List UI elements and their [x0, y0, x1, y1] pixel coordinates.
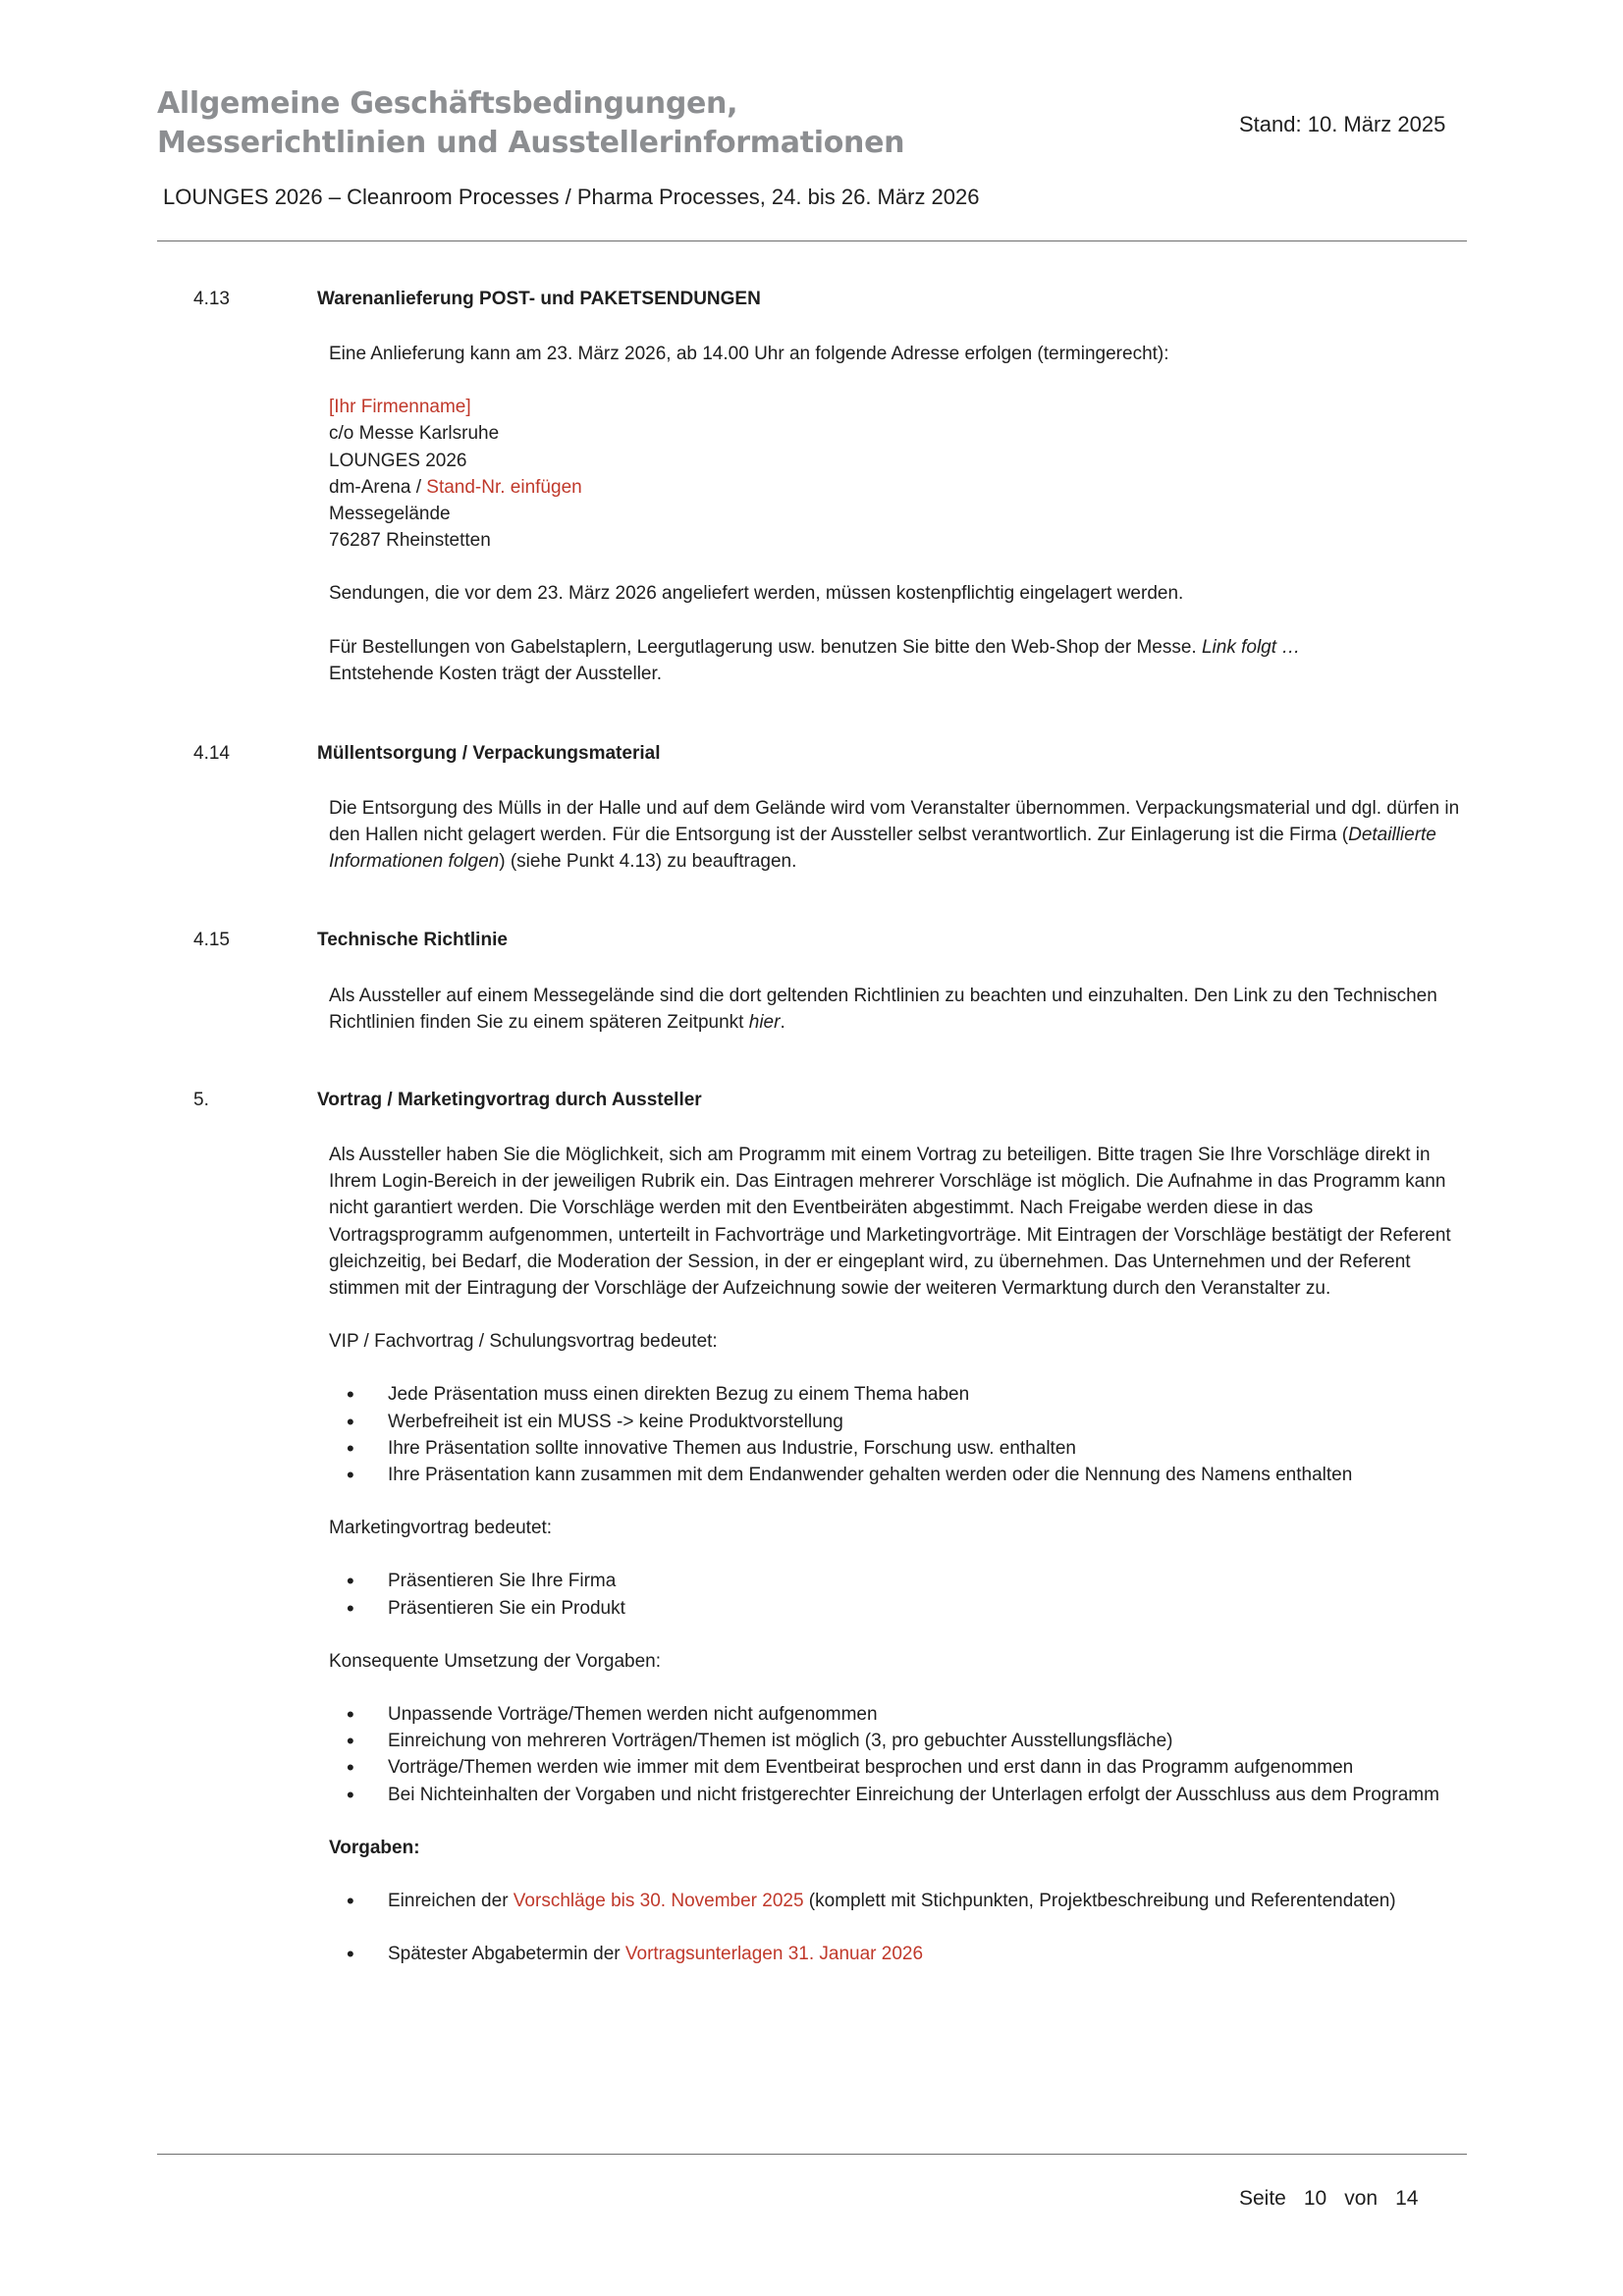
deadline-2-date: Vortragsunterlagen 31. Januar 2026 — [624, 1944, 924, 1965]
section-body-4-13 — [329, 341, 1468, 687]
waste-text-b: ) (siehe Punkt 4.13) zu beauftragen. — [499, 851, 797, 873]
marketing-heading: Marketingvortrag bedeutet: — [329, 1518, 553, 1539]
address-stand-placeholder: Stand-Nr. einfügen — [426, 476, 582, 498]
deadline-item-proposals — [329, 1888, 1468, 1914]
cost-note: Entstehende Kosten trägt der Aussteller. — [329, 663, 663, 684]
vip-heading: VIP / Fachvortrag / Schulungsvortrag bedeutet: — [329, 1331, 718, 1353]
webshop-link[interactable]: Link folgt … — [1201, 636, 1301, 658]
list-item: • Ihre Präsentation kann zusammen mit dem Endanwender gehalten werden oder die Nennung des Namens enthalten — [329, 1462, 1468, 1488]
deadline-1-date: Vorschläge bis 30. November 2025 — [513, 1891, 804, 1912]
deadline-list — [329, 1888, 1468, 1967]
address-area: Messegelände — [329, 504, 451, 525]
section-title-4-14: Müllentsorgung / Verpackungsmaterial — [317, 743, 661, 764]
list-item: • Einreichung von mehreren Vorträgen/Themen ist möglich (3, pro gebuchter Ausstellungsfläche) — [329, 1728, 1468, 1754]
waste-text-a: Die Entsorgung des Mülls in der Halle und auf dem Gelände wird vom Veranstalter übernommen. Verpackungsmaterial und dgl. dürfen in den Hallen nicht gelagert werden. Für die Entsorgung ist der Aussteller selbst verantwortlich. Zur Einlagerung ist die Firma ( — [329, 798, 1460, 846]
deadline-1-text-b: (komplett mit Stichpunkten, Projektbeschreibung und Referentendaten) — [803, 1891, 1396, 1912]
address-hall — [329, 474, 1468, 501]
vorgaben-heading: Vorgaben: — [329, 1837, 420, 1858]
storage-note: Sendungen, die vor dem 23. März 2026 angeliefert werden, müssen kostenpflichtig eingelagert werden. — [329, 583, 1184, 605]
section-title-4-15: Technische Richtlinie — [317, 930, 508, 950]
section-title-4-13: Warenanlieferung POST- und PAKETSENDUNGEN — [317, 289, 761, 309]
webshop-note — [329, 634, 1468, 687]
technical-guideline-paragraph — [329, 983, 1468, 1036]
section-number-4-15: 4.15 — [193, 930, 230, 950]
list-item: • Unpassende Vorträge/Themen werden nicht aufgenommen — [329, 1701, 1468, 1728]
waste-paragraph — [329, 795, 1468, 876]
list-item: • Vorträge/Themen werden wie immer mit dem Eventbeirat besprochen und erst dann in das Programm aufgenommen — [329, 1754, 1468, 1781]
vip-list — [329, 1381, 1468, 1488]
section-body-4-14 — [329, 795, 1468, 876]
delivery-intro: Eine Anlieferung kann am 23. März 2026, ab 14.00 Uhr an folgende Adresse erfolgen (termingerecht): — [329, 344, 1169, 364]
header-divider — [157, 240, 1467, 241]
section-number-4-13: 4.13 — [193, 289, 230, 309]
consequent-heading: Konsequente Umsetzung der Vorgaben: — [329, 1650, 662, 1672]
event-subtitle: LOUNGES 2026 – Cleanroom Processes / Pharma Processes, 24. bis 26. März 2026 — [163, 185, 980, 209]
technical-text-b: . — [780, 1012, 785, 1034]
lecture-intro: Als Aussteller haben Sie die Möglichkeit, sich am Programm mit einem Vortrag zu beteiligen. Bitte tragen Sie Ihre Vorschläge direkt in Ihrem Login-Bereich in der jeweiligen Rubrik ein. Das Eintragen mehrerer Vorschläge ist möglich. Die Aufnahme in das Programm kann nicht garantiert werden. Die Vorschläge werden mit den Eventbeiräten abgestimmt. Nach Freigabe werden diese in das Vortragsprogramm aufgenommen, unterteilt in Fachvorträge und Marketingvorträge. Mit Eintragen der Vorschläge bestätigt der Referent gleichzeitig, bei Bedarf, die Moderation der Session, in der er eingeplant wird, zu übernehmen. Das Unternehmen und der Referent stimmen mit der Eintragung der Vorschläge der Aufzeichnung sowie der weiteren Vermarktung durch den Veranstalter zu. — [329, 1145, 1451, 1300]
webshop-note-text: Für Bestellungen von Gabelstaplern, Leergutlagerung usw. benutzen Sie bitte den Web-Shop der Messe. — [329, 636, 1202, 658]
consequent-list — [329, 1701, 1468, 1808]
address-event: LOUNGES 2026 — [329, 450, 467, 471]
marketing-list — [329, 1568, 1468, 1621]
page-of: von — [1344, 2187, 1379, 2210]
document-title-line-1: Allgemeine Geschäftsbedingungen, — [157, 86, 738, 121]
section-number-5: 5. — [193, 1090, 209, 1110]
address-arena: dm-Arena / — [329, 476, 427, 498]
deadline-1-text-a: Einreichen der — [388, 1891, 514, 1912]
document-title — [157, 84, 904, 163]
address-city: 76287 Rheinstetten — [329, 530, 491, 552]
list-item: • Präsentieren Sie ein Produkt — [329, 1595, 1468, 1622]
waste-text-italic: Detaillierte Informationen folgen — [329, 825, 1436, 873]
list-item: • Jede Präsentation muss einen direkten Bezug zu einem Thema haben — [329, 1381, 1468, 1408]
section-body-5 — [329, 1142, 1468, 1967]
address-company-placeholder: [Ihr Firmenname] — [329, 397, 471, 418]
list-item: • Präsentieren Sie Ihre Firma — [329, 1568, 1468, 1594]
technical-guideline-link[interactable]: hier — [748, 1012, 781, 1034]
section-title-5: Vortrag / Marketingvortrag durch Aussteller — [317, 1090, 702, 1110]
section-number-4-14: 4.14 — [193, 743, 230, 764]
deadline-2-text-a: Spätester Abgabetermin der — [388, 1944, 625, 1965]
deadline-item-documents — [329, 1941, 1468, 1967]
list-item: • Werbefreiheit ist ein MUSS -> keine Produktvorstellung — [329, 1409, 1468, 1435]
revision-date: Stand: 10. März 2025 — [1239, 112, 1446, 136]
page-label: Seite — [1239, 2187, 1286, 2210]
section-body-4-15 — [329, 983, 1468, 1036]
list-item: • Ihre Präsentation sollte innovative Themen aus Industrie, Forschung usw. enthalten — [329, 1435, 1468, 1462]
address-care-of: c/o Messe Karlsruhe — [329, 423, 500, 445]
page-number — [1239, 2187, 1435, 2211]
document-title-line-2: Messerichtlinien und Ausstellerinformationen — [157, 126, 905, 160]
technical-text-a: Als Aussteller auf einem Messegelände sind die dort geltenden Richtlinien zu beachten und einzuhalten. Den Link zu den Technischen Richtlinien finden Sie zu einem späteren Zeitpunkt — [329, 986, 1437, 1034]
list-item: • Bei Nichteinhalten der Vorgaben und nicht fristgerechter Einreichung der Unterlagen erfolgt der Ausschluss aus dem Programm — [329, 1782, 1468, 1808]
page-current: 10 — [1303, 2187, 1327, 2210]
footer-divider — [157, 2154, 1467, 2155]
page-total: 14 — [1395, 2187, 1419, 2210]
